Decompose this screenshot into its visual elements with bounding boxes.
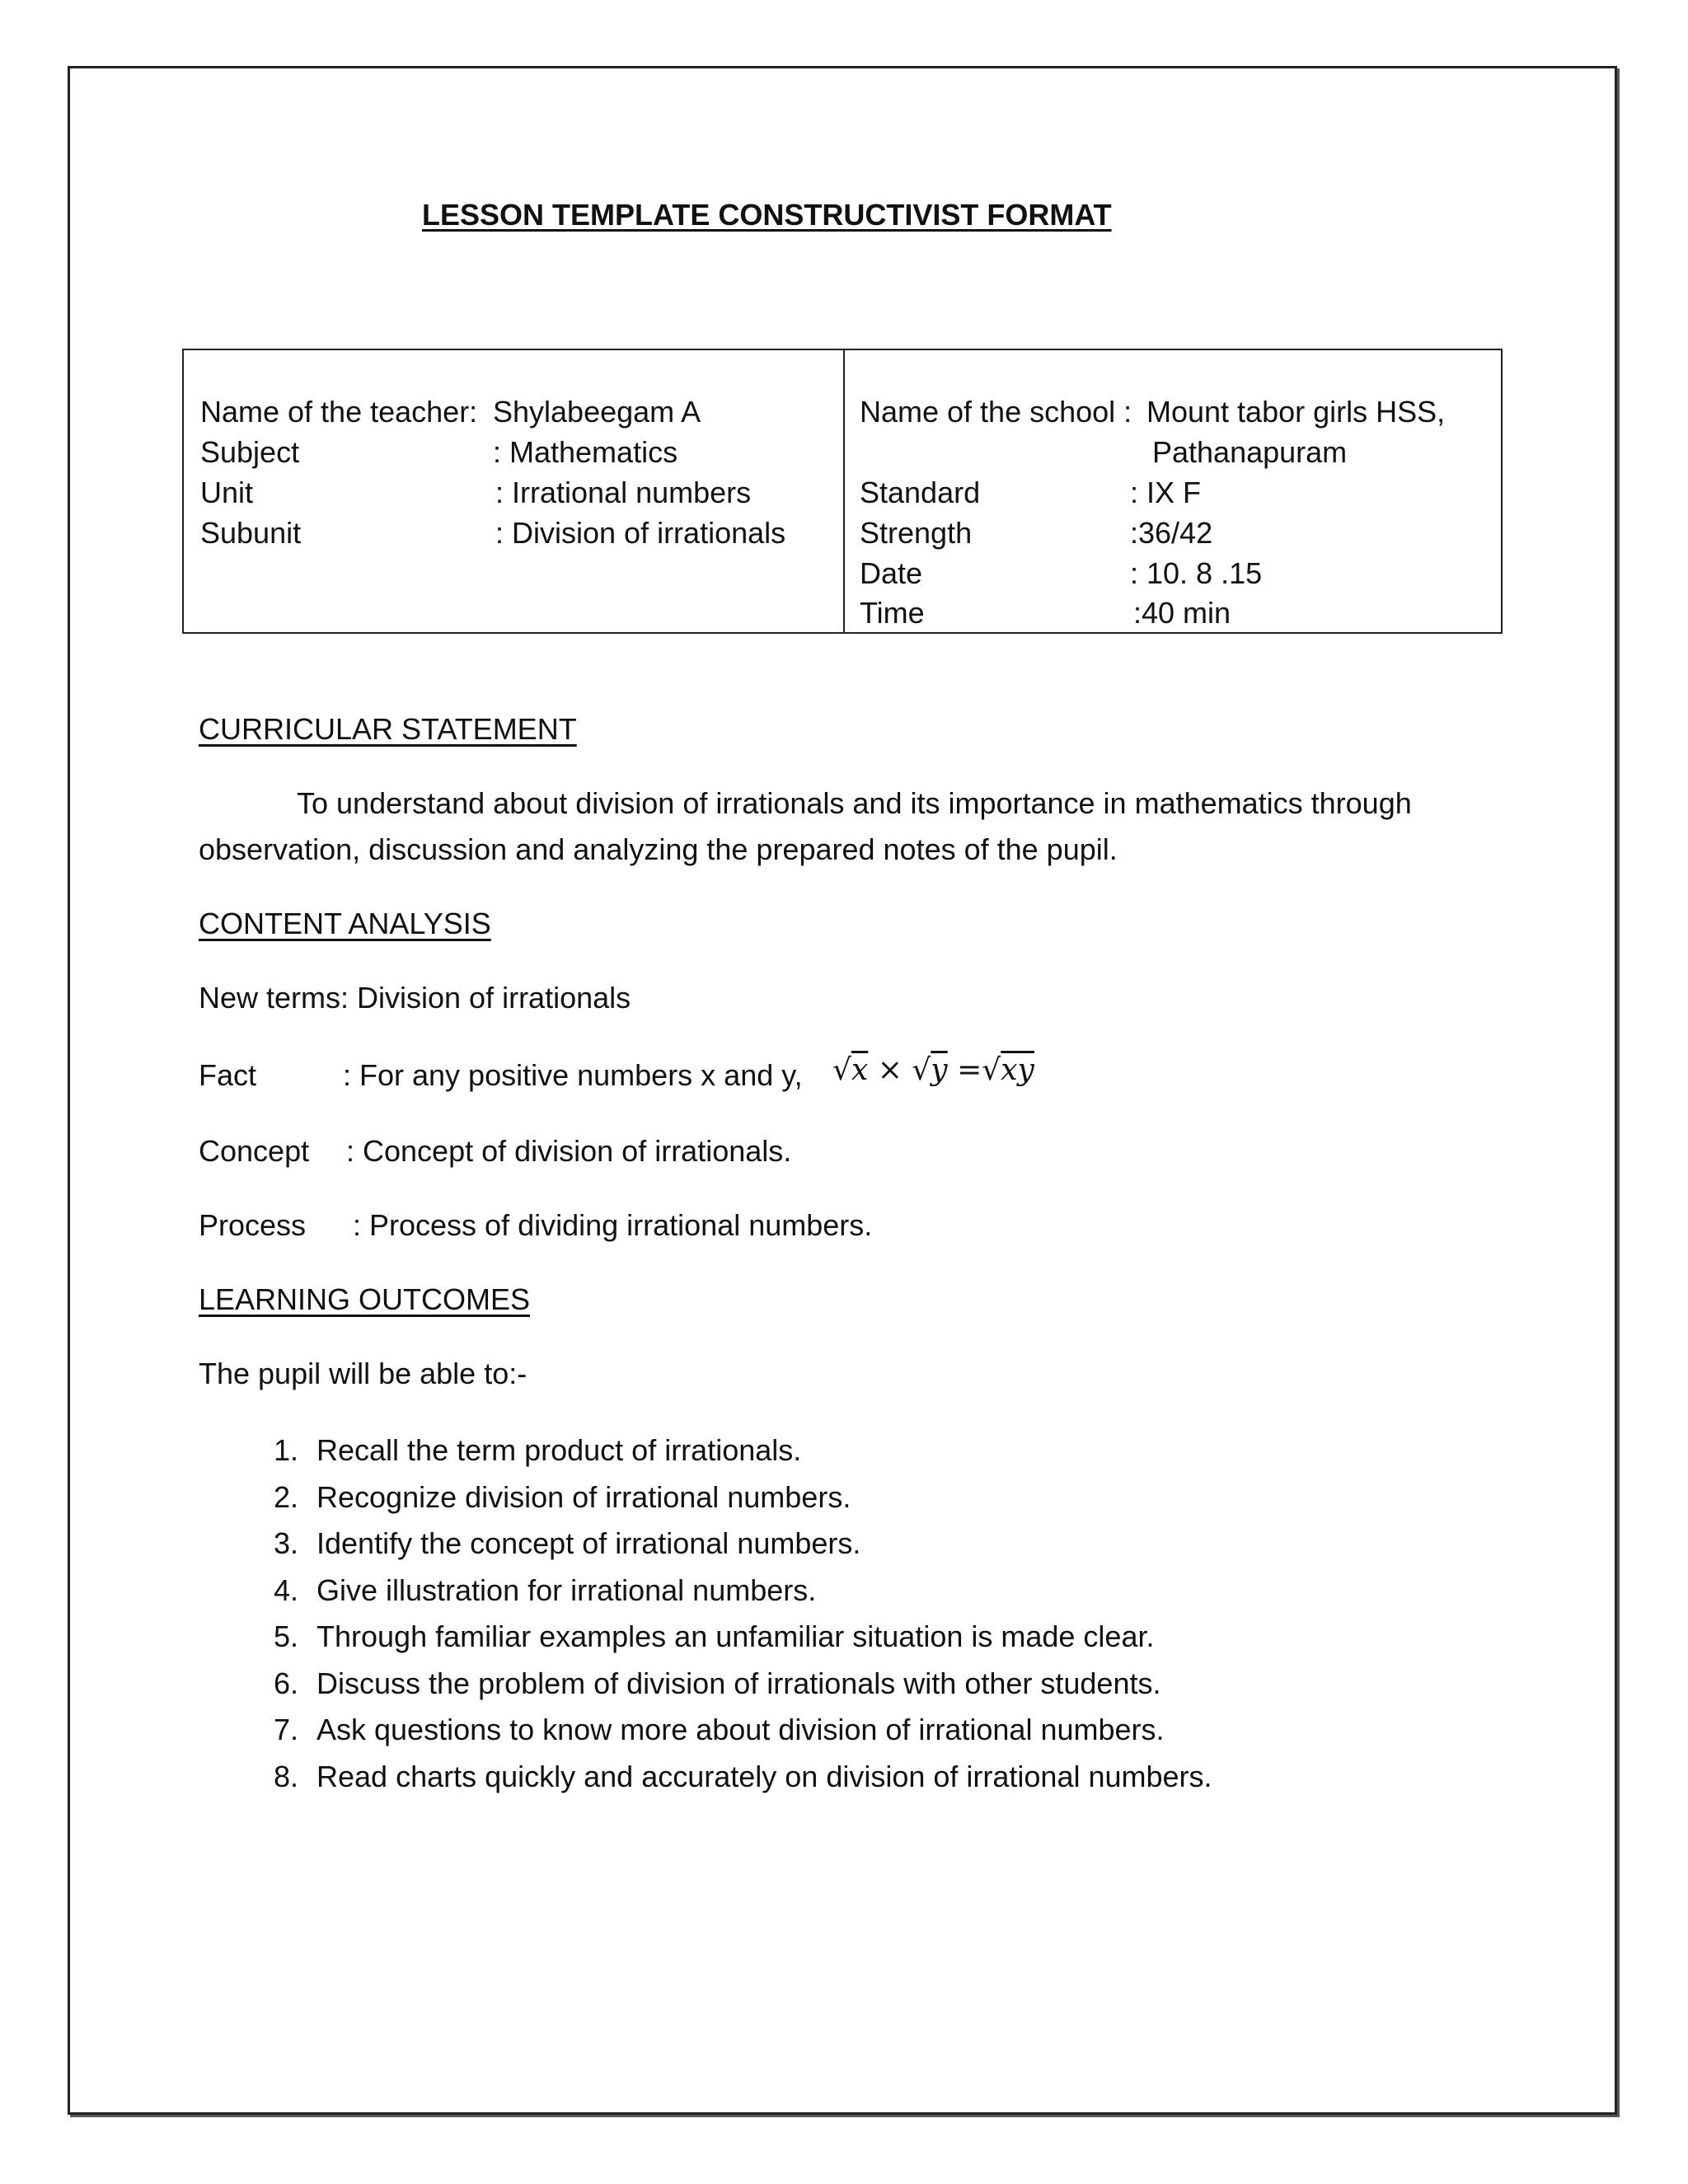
concept-label: Concept (199, 1134, 310, 1168)
lesson-info-table (182, 349, 1503, 634)
list-item: 1. Recall the term product of irrationals. (273, 1433, 802, 1467)
new-terms: New terms: Division of irrationals (199, 981, 631, 1015)
formula-y: y (931, 1053, 948, 1087)
table-divider (843, 350, 845, 632)
time-value: :40 min (1133, 596, 1231, 630)
formula-x: x (851, 1053, 869, 1087)
learning-outcomes-list (198, 1427, 1212, 1800)
school-label: Name of the school : (860, 395, 1132, 429)
learning-outcomes-heading: LEARNING OUTCOMES (199, 1282, 531, 1316)
formula-times: × (877, 1053, 903, 1087)
fact-formula: √x × √y =√xy (832, 1053, 1034, 1087)
list-item: 4. Give illustration for irrational numbers. (273, 1572, 817, 1607)
teacher-value: Shylabeegam A (493, 395, 701, 429)
unit-label: Unit (200, 476, 254, 509)
process-label: Process (199, 1208, 307, 1242)
formula-xy: xy (1001, 1053, 1034, 1087)
learning-outcomes-intro: The pupil will be able to:- (199, 1357, 528, 1390)
subject-value: : Mathematics (493, 435, 678, 469)
list-item: 5. Through familiar examples an unfamiliar situation is made clear. (273, 1619, 1155, 1653)
standard-label: Standard (860, 476, 981, 509)
subunit-label: Subunit (200, 516, 302, 550)
date-label: Date (860, 556, 923, 590)
curricular-line-1: To understand about division of irrationals and its importance in mathematics through (297, 786, 1412, 820)
time-label: Time (860, 596, 925, 630)
list-item: 3. Identify the concept of irrational numbers. (273, 1526, 861, 1560)
subject-label: Subject (200, 435, 300, 469)
strength-label: Strength (860, 516, 973, 550)
formula-equals: = (957, 1053, 982, 1087)
process-text: : Process of dividing irrational numbers. (353, 1208, 873, 1242)
curricular-heading: CURRICULAR STATEMENT (199, 712, 577, 746)
subunit-value: : Division of irrationals (495, 516, 786, 550)
content-analysis-heading: CONTENT ANALYSIS (199, 907, 491, 940)
curricular-line-2: observation, discussion and analyzing the prepared notes of the pupil. (199, 832, 1118, 866)
school-value-2: Pathanapuram (1152, 435, 1348, 469)
teacher-label: Name of the teacher: (200, 395, 478, 429)
document-title: LESSON TEMPLATE CONSTRUCTIVIST FORMAT (422, 198, 1112, 232)
strength-value: :36/42 (1130, 516, 1213, 550)
list-item: 7. Ask questions to know more about division of irrational numbers. (273, 1713, 1165, 1746)
date-value: : 10. 8 .15 (1130, 556, 1263, 590)
fact-text: : For any positive numbers x and y, (343, 1058, 803, 1092)
school-value: Mount tabor girls HSS, (1146, 395, 1446, 429)
unit-value: : Irrational numbers (495, 476, 752, 509)
fact-label: Fact (199, 1058, 257, 1092)
concept-text: : Concept of division of irrationals. (346, 1134, 792, 1168)
list-item: 2. Recognize division of irrational numbers. (273, 1479, 851, 1514)
list-item: 6. Discuss the problem of division of irrationals with other students. (273, 1666, 1161, 1700)
standard-value: : IX F (1130, 476, 1202, 509)
list-item: 8. Read charts quickly and accurately on division of irrational numbers. (273, 1759, 1212, 1793)
